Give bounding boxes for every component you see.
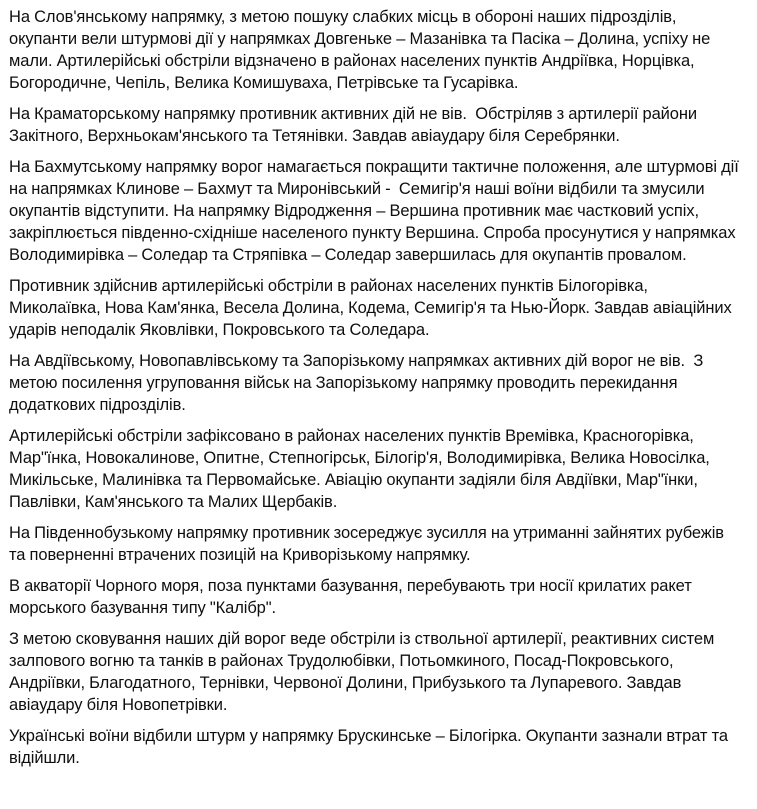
report-paragraph-avdiivka: На Авдіївському, Новопавлівському та Запорізькому напрямках активних дій ворог не вів. З метою посилення угруповання військ на Запорізькому напрямку проводить перекидання додаткових підрозділів. <box>9 352 708 414</box>
report-paragraph-bakhmut: На Бахмутському напрямку ворог намагається покращити тактичне положення, але штурмові дії на напрямках Клинове – Бахмут та Миронівський - Семигір'я наші воїни відбили та змусили окупантів відступити. На напрямку Відродження – Вершина противник має частковий успіх, закріплюється південно-східніше населеного пункту Вершина. Спроба просунутися у напрямках Володимирівка – Соледар та Стряпівка – Соледар завершилась для окупантів провалом. <box>9 158 743 264</box>
report-paragraph-kramatorsk: На Краматорському напрямку противник активних дій не вів. Обстріляв з артилерії райони Закітного, Верхньокам'янського та Тетянівки. Завдав авіаудару біля Серебрянки. <box>9 105 702 145</box>
report-paragraph-shelling-south: Артилерійські обстріли зафіксовано в районах населених пунктів Времівка, Красногорівка, Мар"їнка, Новокалинове, Опитне, Степногірськ, Білогір'я, Володимирівка, Велика Новосілка, Микільське, Малинівка та Первомайське. Авіацію окупанти задіяли біля Авдіївки, Мар"їнки, Павлівки, Кам'янського та Малих Щербаків. <box>9 427 714 511</box>
report-paragraph-sloviansk: На Слов'янському напрямку, з метою пошуку слабких місць в обороні наших підрозділів, окупанти вели штурмові дії у напрямках Довгеньке – Мазанівка та Пасіка – Долина, успіху не мали. Артилерійські обстріли відзначено в районах населених пунктів Андріївка, Норцівка, Богородичне, Чепіль, Велика Комишуваха, Петрівське та Гусарівка. <box>9 8 715 92</box>
report-paragraph-artillery-tanks: З метою сковування наших дій ворог веде обстріли із ствольної артилерії, реактивних систем залпового вогню та танків в районах Трудолюбівки, Потьомкиного, Посад-Покровського, Андріївки, Благодатного, Тернівки, Червоної Долини, Прибузького та Лупаревого. Завдав авіаудару біля Новопетрівки. <box>9 630 719 714</box>
report-paragraph-shelling-east: Противник здійснив артилерійські обстріли в районах населених пунктів Білогорівка, Миколаївка, Нова Кам'янка, Весела Долина, Кодема, Семигір'я та Нью-Йорк. Завдав авіаційних ударів неподалік Яковлівки, Покровського та Соледара. <box>9 277 736 339</box>
report-paragraph-bruskynske: Українські воїни відбили штурм у напрямку Брускинське – Білогірка. Окупанти зазнали втрат та відійшли. <box>9 727 733 767</box>
report-paragraph-black-sea: В акваторії Чорного моря, поза пунктами базування, перебувають три носії крилатих ракет морського базування типу "Калібр". <box>9 577 696 617</box>
report-paragraph-pivdennobuzkyi: На Південнобузькому напрямку противник зосереджує зусилля на утриманні зайнятих рубежів та поверненні втрачених позицій на Криворізькому напрямку. <box>9 524 729 564</box>
